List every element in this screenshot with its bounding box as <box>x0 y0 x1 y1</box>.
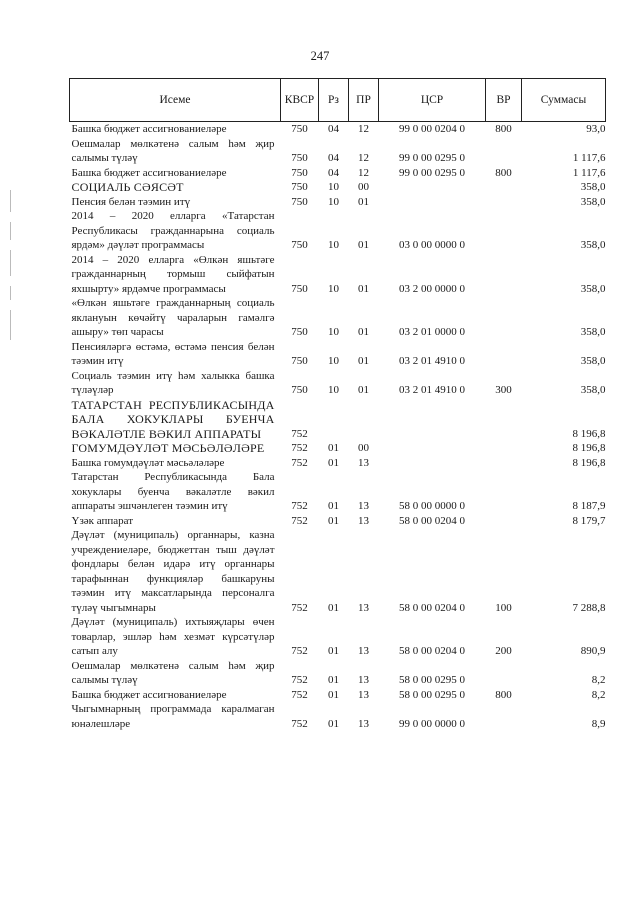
cell-vr <box>486 340 522 369</box>
cell-sum: 8 187,9 <box>572 500 606 512</box>
cell-pr: 01 <box>358 195 369 208</box>
cell-kvsr: 750 <box>291 181 308 193</box>
table-body <box>70 122 606 732</box>
cell-pr: 13 <box>358 717 369 730</box>
cell-vr <box>486 702 522 731</box>
cell-kvsr: 752 <box>291 514 308 527</box>
cell-vr: 100 <box>495 601 512 614</box>
cell-vr <box>486 659 522 688</box>
cell-csr: 58 0 00 0204 0 <box>399 601 465 614</box>
cell-vr: 800 <box>495 123 512 135</box>
cell-rz: 10 <box>328 239 339 251</box>
page-number: 247 <box>310 49 330 63</box>
cell-kvsr: 752 <box>291 456 308 469</box>
cell-name: Социаль тәэмин итү һәм халыкка башка түләүләр <box>71 369 275 396</box>
cell-name: Татарстан Республикасында Бала хокуклары буенча вәкаләтле вәкил аппараты эшчәнлеген тәэмин итү <box>71 471 275 512</box>
cell-sum: 358,0 <box>580 355 606 367</box>
cell-kvsr: 752 <box>291 645 308 657</box>
cell-vr <box>486 398 522 442</box>
cell-rz: 01 <box>328 442 339 454</box>
cell-sum: 358,0 <box>580 326 606 338</box>
cell-csr <box>379 195 486 210</box>
table-row <box>70 702 606 731</box>
cell-rz: 01 <box>328 601 339 614</box>
cell-rz: 01 <box>328 688 339 701</box>
cell-pr: 13 <box>358 500 369 512</box>
cell-pr: 12 <box>358 123 369 135</box>
cell-kvsr: 750 <box>291 282 308 295</box>
table-row <box>70 253 606 297</box>
cell-sum: 358,0 <box>580 181 606 193</box>
cell-csr: 99 0 00 0000 0 <box>399 717 465 730</box>
table-header <box>70 79 606 122</box>
cell-rz: 01 <box>328 674 339 686</box>
cell-csr: 99 0 00 0295 0 <box>399 152 465 164</box>
cell-csr: 03 0 00 0000 0 <box>399 239 465 251</box>
cell-pr: 13 <box>358 688 369 701</box>
cell-csr: 03 2 01 0000 0 <box>399 326 465 338</box>
cell-name: ГОМУМДӘҮЛӘТ МӘСЬӘЛӘЛӘРЕ <box>71 441 265 455</box>
table-row <box>70 528 606 615</box>
cell-name: 2014 – 2020 елларга «Татарстан Республикасы гражданнарына социаль ярдәм» дәүләт программасы <box>71 210 275 251</box>
cell-pr: 13 <box>358 601 369 614</box>
table-row <box>70 296 606 340</box>
cell-rz: 10 <box>328 326 339 338</box>
cell-vr <box>486 441 522 456</box>
cell-rz: 04 <box>328 152 339 164</box>
cell-csr: 58 0 00 0000 0 <box>399 500 465 512</box>
cell-rz: 10 <box>328 181 339 193</box>
cell-name: Башка бюджет ассигнованиеләре <box>71 123 227 135</box>
cell-vr: 200 <box>495 645 512 657</box>
cell-sum: 8 196,8 <box>572 442 606 454</box>
cell-vr <box>486 137 522 166</box>
cell-kvsr: 752 <box>291 688 308 701</box>
margin-marks <box>10 190 14 350</box>
cell-kvsr: 752 <box>291 601 308 614</box>
table-row <box>70 441 606 456</box>
cell-csr <box>379 456 486 471</box>
header-vr: ВР <box>486 79 522 122</box>
cell-pr: 01 <box>358 384 369 396</box>
cell-vr <box>486 209 522 253</box>
cell-rz: 10 <box>328 384 339 396</box>
cell-name: «Өлкән яшьтәге гражданнарның социаль яклануын көчәйтү чараларын гамәлгә ашыру» төп чарасы <box>71 297 275 338</box>
cell-sum: 8 196,8 <box>572 427 606 440</box>
cell-csr: 99 0 00 0204 0 <box>399 123 465 135</box>
cell-kvsr: 750 <box>291 123 308 135</box>
cell-rz: 04 <box>328 166 339 179</box>
cell-pr: 12 <box>358 166 369 179</box>
cell-sum: 8,2 <box>591 674 606 686</box>
header-name: Исеме <box>70 79 281 122</box>
table-row <box>70 122 606 137</box>
cell-sum: 8,2 <box>591 688 606 701</box>
cell-sum: 358,0 <box>580 282 606 295</box>
cell-csr: 58 0 00 0295 0 <box>399 688 465 701</box>
cell-pr: 00 <box>358 442 369 454</box>
cell-vr <box>486 456 522 471</box>
cell-kvsr: 750 <box>291 326 308 338</box>
cell-csr: 58 0 00 0204 0 <box>399 514 465 527</box>
cell-csr: 58 0 00 0204 0 <box>399 645 465 657</box>
cell-name: Башка гомумдәүләт мәсьәләләре <box>71 456 225 469</box>
cell-rz: 01 <box>328 500 339 512</box>
table-row <box>70 369 606 398</box>
cell-csr <box>379 398 486 442</box>
cell-pr: 01 <box>358 282 369 295</box>
table-row <box>70 470 606 514</box>
budget-table <box>69 78 606 731</box>
table-row <box>70 180 606 195</box>
cell-pr: 00 <box>358 181 369 193</box>
table-row <box>70 340 606 369</box>
cell-rz: 10 <box>328 195 339 208</box>
table-row <box>70 659 606 688</box>
cell-kvsr: 750 <box>291 355 308 367</box>
header-pr: ПР <box>349 79 379 122</box>
cell-kvsr: 750 <box>291 152 308 164</box>
cell-sum: 8 179,7 <box>572 514 606 527</box>
header-csr: ЦСР <box>379 79 486 122</box>
cell-sum: 358,0 <box>580 195 606 208</box>
table-row <box>70 398 606 442</box>
cell-kvsr: 752 <box>291 500 308 512</box>
cell-kvsr: 750 <box>291 239 308 251</box>
cell-kvsr: 752 <box>291 442 308 454</box>
cell-rz: 01 <box>328 514 339 527</box>
cell-rz: 10 <box>328 355 339 367</box>
cell-name: Пенсия белән тәэмин итү <box>71 195 191 208</box>
cell-sum: 8 196,8 <box>572 456 606 469</box>
cell-pr: 01 <box>358 326 369 338</box>
header-kvsr: КВСР <box>281 79 319 122</box>
table-row <box>70 166 606 181</box>
cell-vr: 800 <box>495 688 512 701</box>
cell-rz: 04 <box>328 123 339 135</box>
cell-sum: 1 117,6 <box>572 152 606 164</box>
table-row <box>70 195 606 210</box>
cell-vr: 800 <box>495 166 512 179</box>
cell-rz: 01 <box>328 717 339 730</box>
table-row <box>70 137 606 166</box>
cell-pr: 01 <box>358 239 369 251</box>
cell-kvsr: 752 <box>291 674 308 686</box>
cell-csr: 03 2 01 4910 0 <box>399 355 465 367</box>
cell-pr: 13 <box>358 674 369 686</box>
cell-kvsr: 752 <box>291 427 308 440</box>
cell-vr: 300 <box>495 384 512 396</box>
cell-sum: 7 288,8 <box>572 601 606 614</box>
cell-rz: 10 <box>328 282 339 295</box>
cell-csr: 03 2 01 4910 0 <box>399 384 465 396</box>
cell-rz: 01 <box>328 456 339 469</box>
cell-kvsr: 750 <box>291 166 308 179</box>
cell-name: Башка бюджет ассигнованиеләре <box>71 688 227 701</box>
cell-sum: 890,9 <box>580 645 606 657</box>
cell-sum: 358,0 <box>580 239 606 251</box>
cell-csr: 03 2 00 0000 0 <box>399 282 465 295</box>
cell-vr <box>486 195 522 210</box>
cell-csr <box>379 180 486 195</box>
cell-name: Дәүләт (муниципаль) ихтыяҗлары өчен товарлар, эшләр һәм хезмәт күрсәтүләр сатып алу <box>71 616 275 657</box>
cell-kvsr: 750 <box>291 195 308 208</box>
cell-csr: 99 0 00 0295 0 <box>399 166 465 179</box>
cell-pr: 13 <box>358 456 369 469</box>
cell-vr <box>486 296 522 340</box>
cell-rz: 01 <box>328 645 339 657</box>
cell-csr <box>379 441 486 456</box>
cell-name: ТАТАРСТАН РЕСПУБЛИКАСЫНДА БАЛА ХОКУКЛАРЫ БУЕНЧА ВӘКАЛӘТЛЕ ВӘКИЛ АППАРАТЫ <box>71 397 275 441</box>
cell-name: Пенсияләргә өстәмә, өстәмә пенсия белән тәэмин итү <box>71 340 275 367</box>
cell-pr: 01 <box>358 355 369 367</box>
table-row <box>70 514 606 529</box>
cell-name: Үзәк аппарат <box>71 514 134 527</box>
header-sum: Суммасы <box>522 79 606 122</box>
cell-name: Оешмалар мөлкәтенә салым һәм җир салымы түләү <box>71 659 275 686</box>
cell-name: СОЦИАЛЬ СӘЯСӘТ <box>71 180 184 194</box>
cell-name: Дәүләт (муниципаль) органнары, казна учреждениеләре, бюджеттан тыш дәүләт фондлары белән идарә итү органнары тарафыннан функцияләр башкаруны тәэмин итү максатларында персоналга түләү чыгымнары <box>71 529 275 614</box>
cell-name: Оешмалар мөлкәтенә салым һәм җир салымы түләү <box>71 137 275 164</box>
table-row <box>70 688 606 703</box>
cell-pr: 13 <box>358 645 369 657</box>
cell-sum: 1 117,6 <box>572 166 606 179</box>
cell-name: Чыгымнарның программада каралмаган юнәлешләре <box>71 703 275 730</box>
cell-vr <box>486 514 522 529</box>
budget-table-wrapper <box>69 78 605 731</box>
cell-vr <box>486 470 522 514</box>
cell-sum: 93,0 <box>586 123 606 135</box>
table-row <box>70 615 606 659</box>
cell-vr <box>486 253 522 297</box>
cell-pr: 12 <box>358 152 369 164</box>
cell-vr <box>486 180 522 195</box>
table-row <box>70 456 606 471</box>
cell-kvsr: 750 <box>291 384 308 396</box>
cell-rz <box>319 398 349 442</box>
cell-sum: 8,9 <box>591 717 606 730</box>
header-rz: Рз <box>319 79 349 122</box>
cell-name: Башка бюджет ассигнованиеләре <box>71 166 227 179</box>
cell-pr <box>349 398 379 442</box>
cell-name: 2014 – 2020 елларга «Өлкән яшьтәге гражданнарның тормыш сыйфатын яхшырту» ярдәмче программасы <box>71 253 275 295</box>
cell-kvsr: 752 <box>291 717 308 730</box>
cell-pr: 13 <box>358 514 369 527</box>
cell-csr: 58 0 00 0295 0 <box>399 674 465 686</box>
cell-sum: 358,0 <box>580 384 606 396</box>
table-row <box>70 209 606 253</box>
